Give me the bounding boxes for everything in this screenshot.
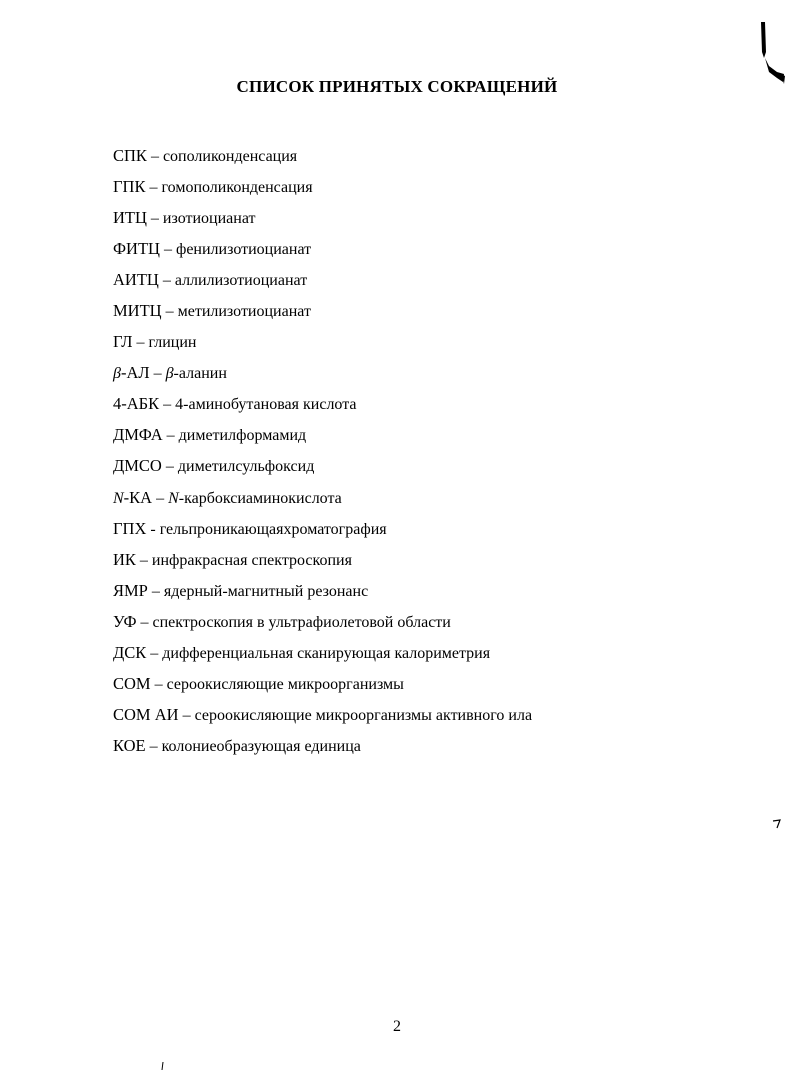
abbreviation-item (113, 730, 532, 761)
abbreviation-definition: изотиоцианат (162, 210, 256, 228)
abbreviation-item (113, 637, 532, 668)
abbreviation-definition: фенилизотиоцианат (175, 241, 312, 259)
abbreviation-definition: спектроскопия в ультрафиолетовой области (152, 613, 451, 631)
abbreviation-item (113, 668, 532, 699)
abbreviation-separator: – (146, 644, 163, 662)
abbreviation-item (113, 513, 532, 544)
abbreviation-term: ДМФА (113, 425, 163, 445)
abbreviation-term: ДМСО (113, 456, 162, 476)
abbreviation-definition: диметилсульфоксид (177, 458, 315, 476)
abbreviation-separator: - (146, 520, 160, 538)
abbreviation-item (113, 264, 532, 295)
abbreviation-item (113, 482, 532, 513)
abbreviation-term-prefix: N (113, 489, 124, 507)
abbreviation-term: КОЕ (113, 735, 146, 755)
abbreviation-definition: сероокисляющие микроорганизмы активного ила (194, 706, 533, 724)
abbreviation-definition: 4-аминобутановая кислота (175, 396, 357, 414)
abbreviation-term: УФ (113, 611, 137, 631)
abbreviation-term: СПК (113, 146, 147, 165)
abbreviation-item (113, 295, 532, 326)
abbreviation-definition: дифференциальная сканирующая калориметрия (162, 644, 491, 662)
abbreviation-term: -КА (123, 487, 153, 507)
abbreviation-definition: диметилформамид (178, 427, 307, 445)
abbreviation-item (113, 575, 532, 606)
abbreviation-definition: гельпроникающаяхроматография (159, 520, 387, 538)
abbreviation-separator: – (159, 396, 176, 414)
abbreviation-separator: – (150, 675, 167, 693)
abbreviation-term: ИТЦ (113, 208, 147, 228)
abbreviation-item (113, 699, 532, 730)
abbreviation-separator: – (152, 489, 169, 507)
abbreviation-item (113, 388, 532, 419)
abbreviation-definition: сополиконденсация (162, 148, 298, 165)
abbreviation-separator: – (159, 241, 176, 259)
abbreviation-definition: сероокисляющие микроорганизмы (166, 675, 404, 693)
abbreviation-item (113, 140, 532, 171)
abbreviation-item (113, 233, 532, 264)
scan-artifact-mark (160, 1062, 166, 1070)
abbreviation-definition-prefix: β (165, 365, 174, 383)
abbreviation-definition: ядерный-магнитный резонанс (163, 582, 369, 600)
abbreviation-separator: – (146, 148, 163, 165)
abbreviation-separator: – (136, 613, 153, 631)
abbreviation-term: ГЛ (113, 332, 133, 352)
abbreviation-definition: гомополиконденсация (161, 179, 313, 197)
abbreviation-item (113, 544, 532, 575)
abbreviation-term-prefix: β (113, 365, 121, 383)
scan-artifact-mark (772, 818, 782, 830)
abbreviation-term: МИТЦ (113, 301, 162, 321)
abbreviation-separator: – (161, 303, 178, 321)
page-title: СПИСОК ПРИНЯТЫХ СОКРАЩЕНИЙ (236, 77, 558, 96)
abbreviation-separator: – (145, 737, 162, 755)
abbreviation-separator: – (146, 210, 163, 228)
abbreviation-definition: аллилизотиоцианат (174, 272, 308, 290)
abbreviation-definition: -карбоксиаминокислота (178, 489, 342, 507)
page-number: 2 (393, 1018, 401, 1035)
abbreviation-term: СОМ (113, 673, 151, 693)
abbreviation-definition-prefix: N (168, 489, 179, 507)
abbreviation-separator: – (162, 427, 179, 445)
abbreviation-definition: колониеобразующая единица (161, 737, 361, 755)
abbreviation-term: ЯМР (113, 580, 148, 600)
abbreviation-separator: – (132, 334, 149, 352)
abbreviation-separator: – (145, 179, 162, 197)
abbreviation-item (113, 419, 532, 450)
abbreviation-separator: – (149, 365, 166, 383)
abbreviation-item (113, 357, 532, 388)
abbreviation-definition: глицин (148, 334, 197, 352)
abbreviation-list (113, 140, 532, 761)
abbreviation-separator: – (158, 272, 175, 290)
abbreviation-item (113, 606, 532, 637)
abbreviation-item (113, 326, 532, 357)
abbreviation-term: 4-АБК (113, 394, 160, 414)
abbreviation-term: ГПХ (113, 518, 147, 538)
abbreviation-separator: – (135, 551, 152, 569)
abbreviation-term: СОМ АИ (113, 704, 179, 724)
abbreviation-term: ФИТЦ (113, 239, 160, 259)
abbreviation-term: ДСК (113, 642, 147, 662)
abbreviation-term: ГПК (113, 177, 146, 197)
abbreviation-separator: – (178, 706, 195, 724)
abbreviation-definition: метилизотиоцианат (177, 303, 311, 321)
abbreviation-item (113, 202, 532, 233)
abbreviation-item (113, 171, 532, 202)
abbreviation-item (113, 450, 532, 481)
abbreviation-definition: -аланин (173, 365, 227, 383)
abbreviation-separator: – (161, 458, 178, 476)
abbreviation-term: -АЛ (120, 363, 150, 383)
abbreviation-term: АИТЦ (113, 270, 159, 290)
abbreviation-definition: инфракрасная спектроскопия (151, 551, 352, 569)
abbreviation-term: ИК (113, 549, 136, 569)
abbreviation-separator: – (147, 582, 164, 600)
